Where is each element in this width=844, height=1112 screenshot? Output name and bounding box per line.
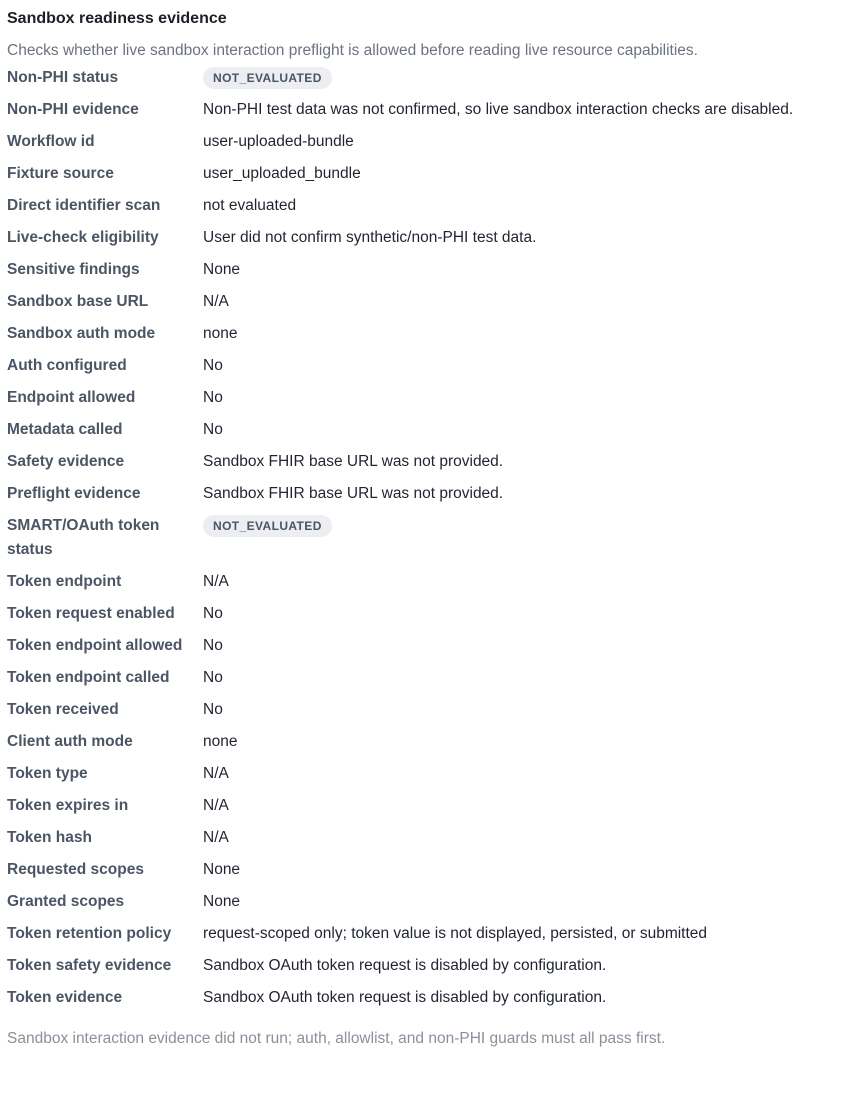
row-value-token-evidence: Sandbox OAuth token request is disabled by configuration. [203,989,607,1006]
row-label-token-retention-policy: Token retention policy [7,925,172,942]
row-label-granted-scopes: Granted scopes [7,893,125,910]
row-value-preflight-evidence: Sandbox FHIR base URL was not provided. [203,485,504,502]
row-value-direct-identifier-scan: not evaluated [203,197,297,214]
row-label-direct-identifier-scan: Direct identifier scan [7,197,161,214]
status-badge-token: NOT_EVALUATED [203,515,332,537]
row-label-client-auth-mode: Client auth mode [7,733,133,750]
row-value-requested-scopes: None [203,861,241,878]
row-label-safety-evidence: Safety evidence [7,453,125,470]
row-value-client-auth-mode: none [203,733,238,750]
row-value-token-hash: N/A [203,829,229,846]
row-label-token-expires-in: Token expires in [7,797,129,814]
row-value-token-endpoint: N/A [203,573,229,590]
row-value-token-type: N/A [203,765,229,782]
row-label-token-endpoint-called: Token endpoint called [7,669,170,686]
row-value-auth-configured: No [203,357,223,374]
row-value-token-retention-policy: request-scoped only; token value is not displayed, persisted, or submitted [203,925,708,942]
row-value-endpoint-allowed: No [203,389,223,406]
row-value-non-phi-evidence: Non-PHI test data was not confirmed, so live sandbox interaction checks are disabled. [203,101,794,118]
row-value-token-endpoint-called: No [203,669,223,686]
row-value-token-safety-evidence: Sandbox OAuth token request is disabled by configuration. [203,957,607,974]
panel-footer-note: Sandbox interaction evidence did not run; auth, allowlist, and non-PHI guards must all pass first. [7,1030,666,1047]
row-label-token-evidence: Token evidence [7,989,123,1006]
row-label-sandbox-auth-mode: Sandbox auth mode [7,325,156,342]
row-label-token-type: Token type [7,765,88,782]
row-value-safety-evidence: Sandbox FHIR base URL was not provided. [203,453,504,470]
row-label-token-hash: Token hash [7,829,92,846]
row-label-token-safety-evidence: Token safety evidence [7,957,172,974]
row-label-token-endpoint: Token endpoint [7,573,122,590]
row-value-metadata-called: No [203,421,223,438]
row-label-token-request-enabled: Token request enabled [7,605,175,622]
row-label-workflow-id: Workflow id [7,133,95,150]
row-label-smart-oauth-token-status: SMART/OAuth token status [7,517,160,558]
row-value-sandbox-auth-mode: none [203,325,238,342]
row-label-sandbox-base-url: Sandbox base URL [7,293,149,310]
row-label-auth-configured: Auth configured [7,357,127,374]
panel-title: Sandbox readiness evidence [7,10,227,27]
row-value-fixture-source: user_uploaded_bundle [203,165,361,182]
row-label-preflight-evidence: Preflight evidence [7,485,141,502]
row-value-sensitive-findings: None [203,261,241,278]
status-badge-non-phi: NOT_EVALUATED [203,67,332,89]
evidence-list [7,66,844,1010]
row-label-sensitive-findings: Sensitive findings [7,261,140,278]
panel-description: Checks whether live sandbox interaction preflight is allowed before reading live resource capabilities. [7,42,698,59]
row-label-metadata-called: Metadata called [7,421,123,438]
row-label-live-check-eligibility: Live-check eligibility [7,229,159,246]
row-value-token-endpoint-allowed: No [203,637,223,654]
row-label-non-phi-status: Non-PHI status [7,69,119,86]
row-label-fixture-source: Fixture source [7,165,114,182]
row-value-token-expires-in: N/A [203,797,229,814]
row-label-token-received: Token received [7,701,119,718]
row-label-token-endpoint-allowed: Token endpoint allowed [7,637,183,654]
row-label-requested-scopes: Requested scopes [7,861,144,878]
row-value-granted-scopes: None [203,893,241,910]
row-value-token-request-enabled: No [203,605,223,622]
row-label-non-phi-evidence: Non-PHI evidence [7,101,139,118]
row-value-sandbox-base-url: N/A [203,293,229,310]
row-value-live-check-eligibility: User did not confirm synthetic/non-PHI test data. [203,229,537,246]
row-label-endpoint-allowed: Endpoint allowed [7,389,136,406]
row-value-token-received: No [203,701,223,718]
row-value-workflow-id: user-uploaded-bundle [203,133,354,150]
